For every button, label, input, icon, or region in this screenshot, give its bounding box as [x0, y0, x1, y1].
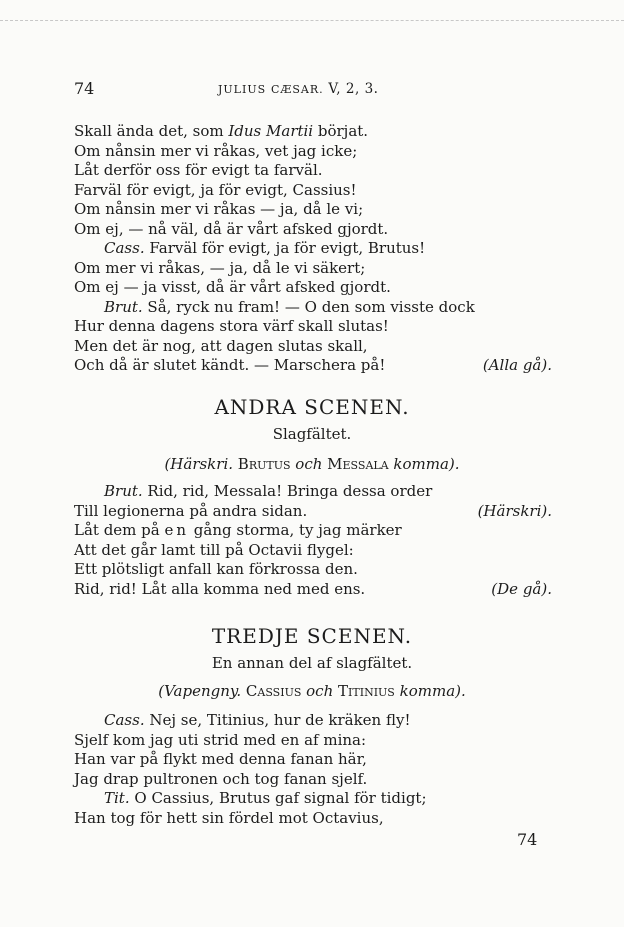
top-rule	[0, 20, 624, 21]
spaced-word: en	[164, 521, 190, 539]
scene-title: ANDRA SCENEN.	[214, 395, 410, 419]
verse-line	[74, 731, 552, 751]
verse-line	[74, 259, 552, 279]
verse-text: Om ej, — nå väl, då är vårt afsked gjordt.	[74, 219, 389, 238]
verse-line	[74, 580, 552, 600]
verse-line	[74, 356, 552, 376]
stage-direction-inline: (Alla gå).	[482, 356, 552, 374]
page-number: 74	[74, 79, 95, 98]
verse-text: Hur denna dagens stora värf skall slutas!	[74, 317, 389, 335]
verse-line	[74, 502, 552, 522]
stage-direction: (Härskri. Brutus och Messala komma).	[164, 455, 460, 473]
verse-line	[74, 809, 552, 829]
verse-line	[74, 711, 552, 731]
verse-text: Brut. Så, ryck nu fram! — O den som visste dock	[104, 297, 475, 316]
verse-text: Cass. Nej se, Titinius, hur de kräken fly!	[104, 711, 411, 729]
verse-text: Ett plötsligt anfall kan förkrossa den.	[74, 560, 358, 578]
verse-line	[74, 482, 552, 502]
signature-mark: 74	[517, 830, 538, 849]
speaker-name: Cass.	[104, 711, 145, 729]
verse-line	[74, 122, 552, 142]
scene-place: En annan del af slagfältet.	[211, 654, 413, 672]
speaker-name: Tit.	[104, 789, 130, 807]
verse-text: Cass. Farväl för evigt, ja för evigt, Brutus!	[104, 239, 426, 257]
verse-line	[74, 220, 552, 240]
verse-line	[74, 521, 552, 541]
verse-block-2	[74, 482, 552, 599]
speaker-name: Cass.	[104, 239, 145, 257]
verse-text: Farväl för evigt, ja för evigt, Cassius!	[74, 180, 357, 199]
verse-line	[74, 278, 552, 298]
verse-line	[74, 317, 552, 337]
verse-text: Skall ända det, som Idus Martii börjat.	[74, 122, 369, 140]
verse-text: Och då är slutet kändt. — Marschera på!	[74, 356, 386, 374]
verse-text: Jag drap pultronen och tog fanan sjelf.	[74, 769, 368, 788]
speaker-name: Brut.	[104, 482, 143, 500]
verse-text: Brut. Rid, rid, Messala! Bringa dessa order	[104, 482, 433, 500]
italic-phrase: Idus Martii	[228, 122, 314, 140]
verse-text: Om nånsin mer vi råkas — ja, då le vi;	[74, 200, 364, 218]
verse-text: Tit. O Cassius, Brutus gaf signal för tidigt;	[104, 789, 427, 807]
verse-text: Om ej — ja visst, då är vårt afsked gjordt.	[74, 278, 391, 296]
verse-line	[74, 541, 552, 561]
scene-place: Slagfältet.	[272, 425, 352, 443]
verse-line	[74, 181, 552, 201]
verse-text: Låt dem på en gång storma, ty jag märker	[74, 521, 402, 539]
verse-block-3	[74, 711, 552, 828]
verse-text: Rid, rid! Låt alla komma ned med ens.	[74, 579, 366, 598]
verse-line	[74, 142, 552, 162]
verse-text: Låt derför oss för evigt ta farväl.	[74, 161, 323, 179]
verse-text: Men det är nog, att dagen slutas skall,	[74, 336, 368, 355]
verse-line	[74, 298, 552, 318]
verse-text: Om mer vi råkas, — ja, då le vi säkert;	[74, 258, 366, 277]
verse-line	[74, 560, 552, 580]
verse-line	[74, 337, 552, 357]
verse-line	[74, 770, 552, 790]
verse-block-1	[74, 122, 552, 376]
running-title: JULIUS CÆSAR. V, 2, 3.	[218, 81, 379, 97]
verse-text: Han var på flykt med denna fanan här,	[74, 750, 367, 768]
stage-direction-inline: (Härskri).	[477, 501, 552, 520]
speaker-name: Brut.	[104, 297, 143, 316]
verse-line	[74, 161, 552, 181]
scene-title: TREDJE SCENEN.	[211, 624, 413, 648]
verse-text: Att det går lamt till på Octavii flygel:	[74, 540, 354, 559]
verse-line	[74, 200, 552, 220]
verse-text: Om nånsin mer vi råkas, vet jag icke;	[74, 141, 358, 160]
stage-direction: (Vapengny. Cassius och Titinius komma).	[158, 682, 466, 700]
verse-text: Sjelf kom jag uti strid med en af mina:	[74, 730, 367, 749]
verse-line	[74, 789, 552, 809]
verse-text: Till legionerna på andra sidan.	[74, 501, 308, 520]
verse-line	[74, 750, 552, 770]
verse-text: Han tog för hett sin fördel mot Octavius,	[74, 808, 384, 827]
stage-direction-inline: (De gå).	[491, 579, 552, 598]
verse-line	[74, 239, 552, 259]
